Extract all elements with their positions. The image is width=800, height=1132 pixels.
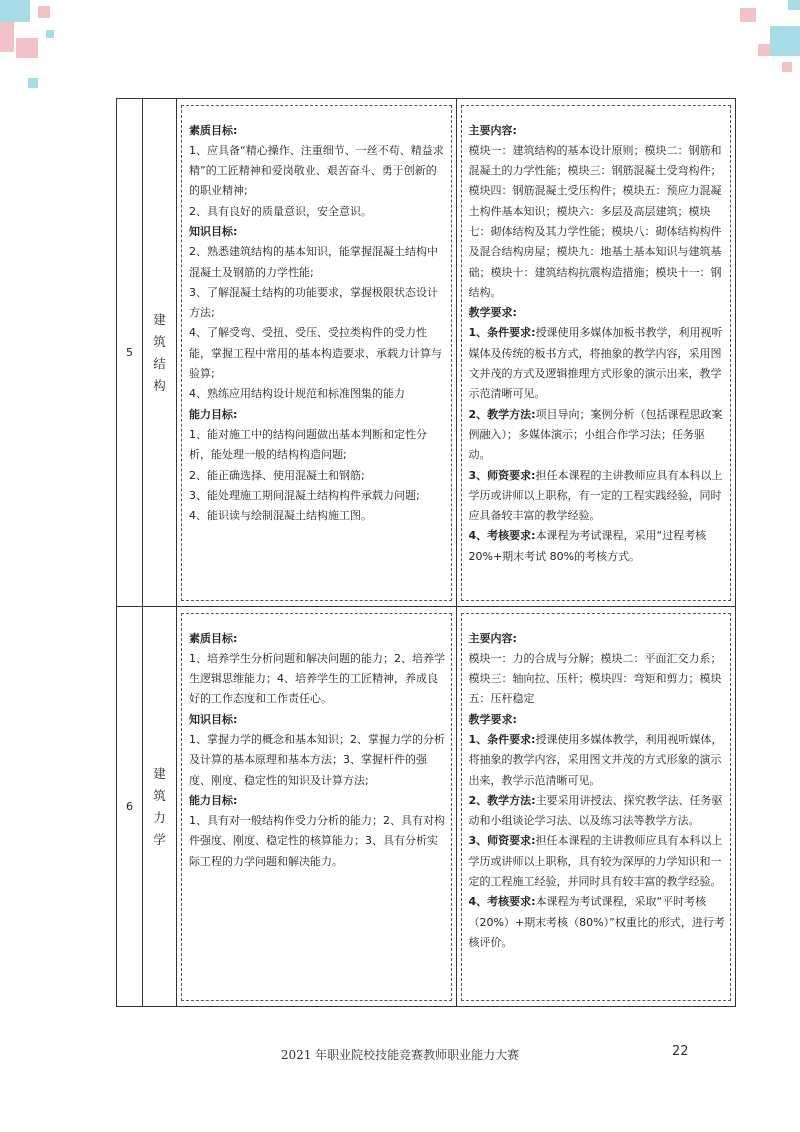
paragraph-text: 主要采用讲授法、探究教学法、任务驱动和小组谈论学习法、以及练习法等教学方法。 [468, 793, 723, 828]
section-heading [189, 791, 447, 811]
decor-top-right [730, 0, 800, 100]
paragraph [189, 811, 447, 872]
requirement-label: 4、考核要求: [468, 895, 536, 909]
paragraph-text: 素质目标: [189, 123, 238, 137]
paragraph-text: 4、能识读与绘制混凝土结构施工图。 [189, 509, 372, 523]
requirement-label: 2、教学方法: [468, 407, 536, 421]
paragraph-text: 知识目标: [189, 224, 238, 238]
table-row [117, 607, 736, 1007]
paragraph [189, 466, 447, 486]
requirement-label: 3、师资要求: [468, 468, 536, 482]
content-block [461, 105, 732, 601]
paragraph [469, 141, 727, 303]
paragraph [469, 649, 727, 710]
paragraph [189, 506, 447, 526]
section-heading [189, 710, 447, 730]
section-heading [189, 222, 447, 242]
paragraph-text: 2、熟悉建筑结构的基本知识，能掌握混凝土结构中混凝土及钢筋的力学性能; [189, 245, 438, 279]
paragraph [189, 384, 447, 404]
paragraph-text: 授课使用多媒体教学，利用视听媒体，将抽象的教学内容，采用图文并茂的方式形象的演示出来，教学示范清晰可见。 [468, 732, 723, 787]
section-heading [189, 121, 447, 141]
paragraph [469, 405, 727, 466]
paragraph [189, 486, 447, 506]
paragraph-text: 担任本课程的主讲教师应具有本科以上学历或讲师以上职称，具有较为深厚的力学知识和一定的工程施工经验，并同时具有较丰富的教学经验。 [468, 834, 723, 889]
page-footer: 2021 年职业院校技能竞赛教师职业能力大赛 [280, 1048, 520, 1062]
paragraph-text: 4、了解受弯、受扭、受压、受拉类构件的受力性能，掌握工程中常用的基本构造要求、承载力计算与验算; [189, 326, 442, 381]
course-name: 建筑力学 [143, 607, 177, 1007]
row-number: 6 [117, 607, 143, 1007]
paragraph-text: 主要内容: [468, 631, 517, 645]
paragraph-text: 3、能处理施工期间混凝土结构构件承载力问题; [189, 488, 420, 502]
section-heading [189, 629, 447, 649]
paragraph [469, 831, 727, 892]
paragraph [469, 323, 727, 404]
paragraph [469, 791, 727, 832]
section-heading [189, 405, 447, 425]
objectives-cell [177, 607, 457, 1007]
paragraph-text: 项目导向；案例分析（包括课程思政案例融入）；多媒体演示；小组合作学习法；任务驱动。 [468, 407, 723, 462]
paragraph [189, 141, 447, 202]
paragraph [189, 425, 447, 466]
section-heading [469, 710, 727, 730]
paragraph-text: 知识目标: [189, 712, 238, 726]
paragraph [469, 892, 727, 953]
paragraph-text: 主要内容: [468, 123, 517, 137]
content-cell [456, 607, 736, 1007]
row-number: 5 [117, 99, 143, 607]
paragraph-text: 素质目标: [189, 631, 238, 645]
paragraph [189, 730, 447, 791]
paragraph [189, 649, 447, 710]
objectives-block [181, 613, 452, 1001]
paragraph-text: 1、具有对一般结构作受力分析的能力；2、具有对构件强度、刚度、稳定性的核算能力；3、具有分析实际工程的力学问题和解决能力。 [189, 814, 445, 868]
page-number: 22 [672, 1044, 689, 1059]
paragraph-text: 授课使用多媒体加板书教学，利用视听媒体及传统的板书方式，将抽象的教学内容，采用图文并茂的方式及逻辑推理方式形象的演示出来，教学示范清晰可见。 [468, 326, 723, 401]
paragraph-text: 能力目标: [189, 793, 238, 807]
content-block [461, 613, 732, 1001]
paragraph-text: 模块一：力的合成与分解；模块二：平面汇交力系；模块三：轴向拉、压杆；模块四：弯矩和剪力；模块五：压杆稳定 [468, 651, 722, 706]
paragraph-text: 1、掌握力学的概念和基本知识；2、掌握力学的分析及计算的基本原理和基本方法；3、掌握杆件的强度、刚度、稳定性的知识及计算方法; [189, 732, 445, 787]
curriculum-table [116, 98, 736, 1007]
course-name: 建筑结构 [143, 99, 177, 607]
paragraph-text: 担任本课程的主讲教师应具有本科以上学历或讲师以上职称，有一定的工程实践经验，同时应具备较丰富的教学经验。 [468, 468, 723, 523]
section-heading [469, 121, 727, 141]
requirement-label: 1、条件要求: [468, 326, 536, 340]
content-cell [456, 99, 736, 607]
paragraph-text: 2、能正确选择、使用混凝土和钢筋; [189, 468, 365, 482]
paragraph-text: 2、具有良好的质量意识，安全意识。 [189, 204, 372, 218]
paragraph-text: 教学要求: [468, 306, 517, 320]
paragraph [189, 202, 447, 222]
table-row [117, 99, 736, 607]
objectives-block [181, 105, 452, 601]
paragraph [189, 283, 447, 324]
paragraph [189, 242, 447, 283]
paragraph-text: 本课程为考试课程，采取“平时考核（20%）+期末考核（80%）”权重比的形式，进行考核评价。 [468, 895, 725, 949]
paragraph [469, 466, 727, 527]
paragraph-text: 教学要求: [468, 712, 517, 726]
paragraph [189, 323, 447, 384]
section-heading [469, 303, 727, 323]
paragraph-text: 3、了解混凝土结构的功能要求，掌握极限状态设计方法; [189, 285, 438, 320]
paragraph-text: 本课程为考试课程，采用“过程考核 20%+期末考试 80%的考核方式。 [468, 529, 707, 563]
paragraph-text: 4、熟练应用结构设计规范和标准图集的能力 [189, 387, 405, 401]
paragraph-text: 1、培养学生分析问题和解决问题的能力；2、培养学生逻辑思维能力；4、培养学生的工匠精神，养成良好的工作态度和工作责任心。 [189, 651, 445, 706]
paragraph [469, 730, 727, 791]
decor-top-left [0, 0, 70, 100]
objectives-cell [177, 99, 457, 607]
paragraph-text: 1、应具备“精心操作、注重细节、一丝不苟、精益求精”的工匠精神和爱岗敬业、艰苦奋斗、勇于创新的的职业精神; [189, 143, 444, 198]
paragraph-text: 模块一：建筑结构的基本设计原则；模块二：钢筋和混凝土的力学性能；模块三：钢筋混凝土受弯构件；模块四：钢筋混凝土受压构件；模块五：预应力混凝土构件基本知识；模块六：多层及高层建筑；模块七：砌体结构及其力学性能；模块八：砌体结构构件及混合结构房屋；模块九：地基土基本知识与建筑基础；模块十：建筑结构抗震构造措施；模块十一：钢结构。 [468, 143, 722, 299]
requirement-label: 2、教学方法: [468, 793, 536, 807]
paragraph-text: 1、能对施工中的结构问题做出基本判断和定性分析，能处理一般的结构构造问题; [189, 427, 427, 462]
paragraph-text: 能力目标: [189, 407, 238, 421]
requirement-label: 1、条件要求: [468, 732, 536, 746]
requirement-label: 4、考核要求: [468, 529, 536, 543]
paragraph [469, 526, 727, 567]
requirement-label: 3、师资要求: [468, 834, 536, 848]
section-heading [469, 629, 727, 649]
